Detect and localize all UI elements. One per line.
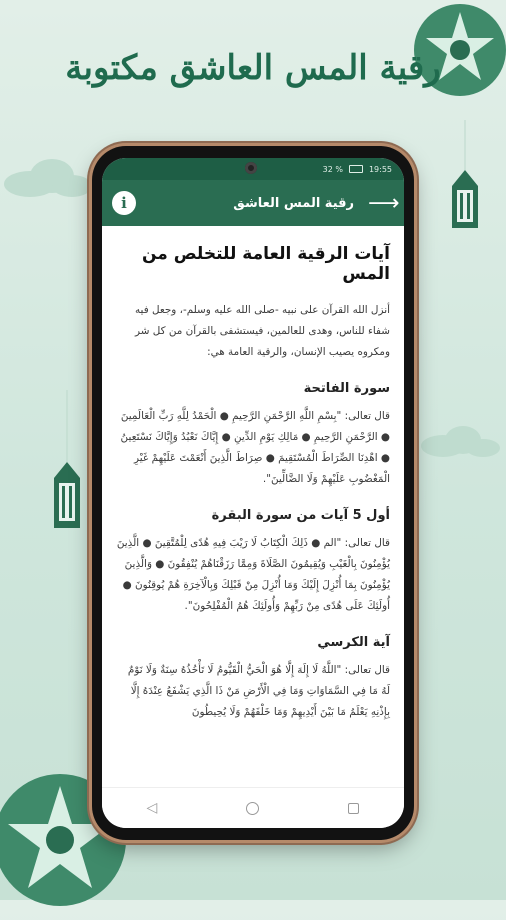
article-content[interactable] xyxy=(102,226,404,792)
phone-frame xyxy=(92,146,414,840)
info-icon[interactable]: i xyxy=(112,191,136,215)
system-nav-bar xyxy=(102,787,404,828)
app-bar-title: رقية المس العاشق xyxy=(233,195,354,211)
arrow-right-icon[interactable]: ⟶ xyxy=(368,190,400,216)
status-bar xyxy=(102,158,404,180)
nav-recents-icon[interactable] xyxy=(348,803,359,814)
nav-back-icon[interactable]: ◁ xyxy=(146,800,158,816)
cloud-left xyxy=(0,150,95,200)
section-text-baqarah: قال تعالى: "الم ● ذَلِكَ الْكِتَابُ لَا رَيْبَ فِيهِ هُدًى لِلْمُتَّقِينَ ● الَّذِينَ يُؤْمِنُونَ بِالْغَيْبِ وَيُقِيمُونَ الصَّلَاةَ وَمِمَّا رَزَقْنَاهُمْ يُنْفِقُونَ ● وَالَّذِينَ يُؤْمِنُونَ بِمَا أُنْزِلَ إِلَيْكَ وَمَا أُنْزِلَ مِنْ قَبْلِكَ وَبِالْآخِرَةِ هُمْ يُوقِنُونَ ● أُولَئِكَ عَلَى هُدًى مِنْ رَبِّهِمْ وَأُولَئِكَ هُمُ الْمُفْلِحُونَ". xyxy=(116,537,390,612)
status-indicators xyxy=(323,165,392,174)
section-text-kursi: قال تعالى: "اللَّهُ لَا إِلَهَ إِلَّا هُوَ الْحَيُّ الْقَيُّومُ لَا تَأْخُذُهُ سِنَةٌ وَلَا نَوْمٌ لَهُ مَا فِي السَّمَاوَاتِ وَمَا فِي الْأَرْضِ مَنْ ذَا الَّذِي يَشْفَعُ عِنْدَهُ إِلَّا بِإِذْنِهِ يَعْلَمُ مَا بَيْنَ أَيْدِيهِمْ وَمَا خَلْفَهُمْ وَلَا يُحِيطُونَ xyxy=(127,664,390,718)
battery-level: 32 % xyxy=(322,164,343,174)
article-intro: أنزل الله القرآن على نبيه -صلى الله عليه وسلم-، وجعل فيه شفاء للناس، وهدى للعالمين، فيستشفى بالقرآن من كل شر ومكروه يصيب الإنسان، والرقية العامة هي: xyxy=(134,304,390,358)
cloud-right xyxy=(418,420,503,460)
section-text-fatiha: قال تعالى: "بِسْمِ اللَّهِ الرَّحْمَنِ الرَّحِيمِ ● الْحَمْدُ لِلَّهِ رَبِّ الْعَالَمِينَ ● الرَّحْمَنِ الرَّحِيمِ ● مَالِكِ يَوْمِ الدِّينِ ● إِيَّاكَ نَعْبُدُ وَإِيَّاكَ نَسْتَعِينُ ● اهْدِنَا الصِّرَاطَ الْمُسْتَقِيمَ ● صِرَاطَ الَّذِينَ أَنْعَمْتَ عَلَيْهِمْ غَيْرِ الْمَغْضُوبِ عَلَيْهِمْ وَلَا الضَّالِّينَ". xyxy=(120,410,390,485)
lantern-left xyxy=(50,390,84,540)
app-bar xyxy=(102,180,404,226)
nav-home-icon[interactable] xyxy=(246,802,259,815)
status-time: 19:55 xyxy=(368,164,392,174)
lantern-right xyxy=(448,120,482,240)
battery-icon xyxy=(349,165,363,173)
camera-icon xyxy=(245,162,257,174)
phone-screen xyxy=(102,158,404,828)
article-heading: آيات الرقية العامة للتخلص من المس xyxy=(141,244,390,284)
promo-headline: رقية المس العاشق مكتوبة xyxy=(65,48,441,88)
section-title-fatiha: سورة الفاتحة xyxy=(303,381,390,396)
section-title-kursi: آية الكرسي xyxy=(317,635,390,650)
section-title-baqarah: أول 5 آيات من سورة البقرة xyxy=(211,508,390,523)
